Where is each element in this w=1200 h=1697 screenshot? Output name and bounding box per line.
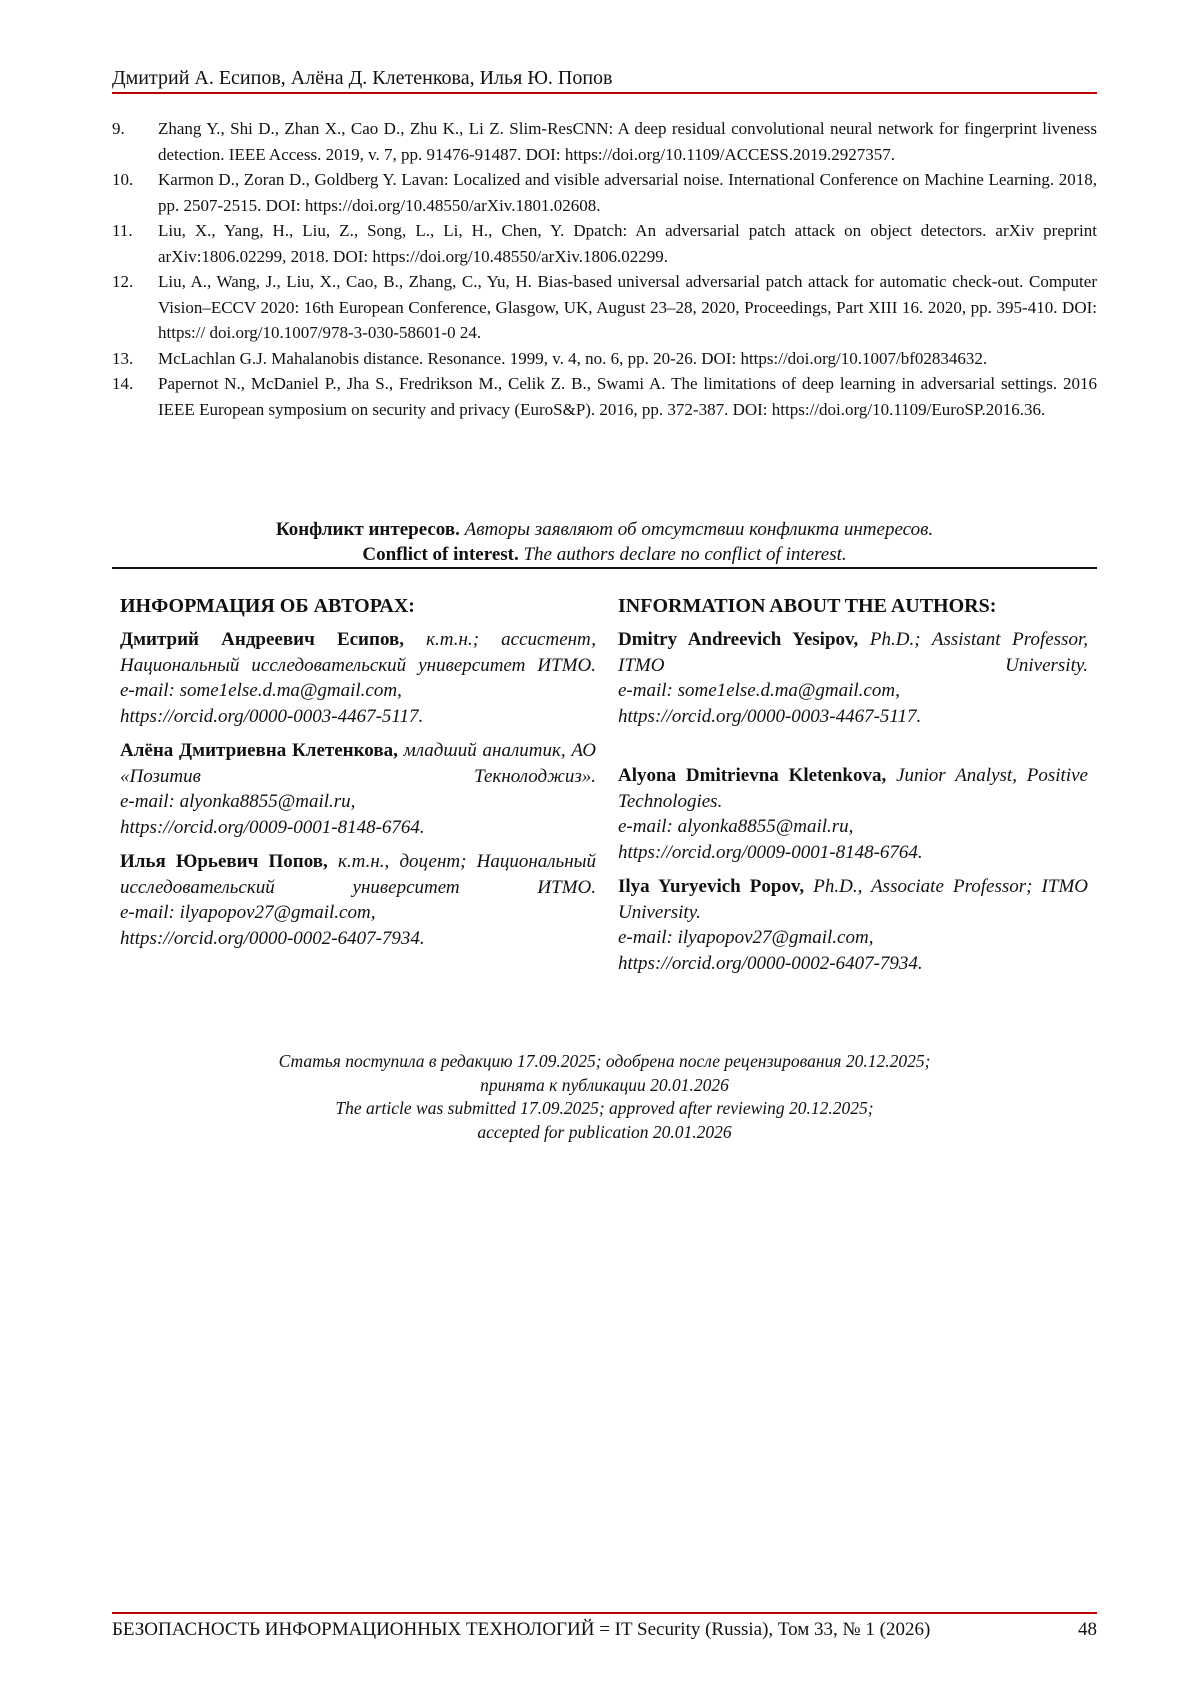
author-name: Dmitry Andreevich Yesipov, bbox=[618, 629, 859, 650]
reference-item bbox=[112, 269, 1097, 346]
dates-ru-line2: принята к публикации 20.01.2026 bbox=[480, 1074, 729, 1095]
reference-item bbox=[112, 371, 1097, 422]
reference-number: 12. bbox=[112, 272, 134, 291]
author-email: e-mail: some1else.d.ma@gmail.com, bbox=[120, 680, 402, 701]
reference-item bbox=[112, 167, 1097, 218]
running-header: Дмитрий А. Есипов, Алёна Д. Клетенкова, Илья Ю. Попов bbox=[112, 67, 613, 89]
author-entry bbox=[120, 849, 596, 951]
author-email: e-mail: ilyapopov27@gmail.com, bbox=[618, 927, 874, 948]
author-name: Алёна Дмитриевна Клетенкова, bbox=[120, 740, 398, 761]
reference-list bbox=[112, 116, 1097, 422]
author-role: Ph.D.; Assistant Professor, ITMO University. bbox=[618, 629, 1088, 676]
conflict-ru bbox=[112, 517, 1097, 542]
reference-number: 14. bbox=[112, 374, 134, 393]
dates-en-line1: The article was submitted 17.09.2025; approved after reviewing 20.12.2025; bbox=[335, 1098, 874, 1118]
authors-info-en bbox=[618, 594, 1088, 985]
conflict-of-interest bbox=[112, 517, 1097, 567]
conflict-en-label: Conflict of interest. bbox=[362, 544, 519, 565]
author-email: e-mail: alyonka8855@mail.ru, bbox=[120, 791, 356, 812]
author-email: e-mail: alyonka8855@mail.ru, bbox=[618, 816, 854, 837]
author-role: Junior Analyst, Positive Technologies. bbox=[618, 765, 1088, 812]
section-divider bbox=[112, 567, 1097, 569]
author-name: Alyona Dmitrievna Kletenkova, bbox=[618, 765, 887, 786]
page-footer bbox=[112, 1618, 1097, 1642]
reference-number: 13. bbox=[112, 348, 134, 368]
reference-text: Liu, A., Wang, J., Liu, X., Cao, B., Zhang, C., Yu, H. Bias-based universal adversarial patch attack for automatic check-out. Computer Vision–ECCV 2020: 16th European Conference, Glasgow, UK, August 23–28, 2020, Proceedings, Part XIII 16. 2020, pp. 395-410. DOI: https:// doi.org/10.1007/978-3-030-58601-0 24. bbox=[158, 272, 1097, 342]
author-email: e-mail: ilyapopov27@gmail.com, bbox=[120, 902, 376, 923]
reference-text: Karmon D., Zoran D., Goldberg Y. Lavan: Localized and visible adversarial noise. International Conference on Machine Learning. 2018, pp. 2507-2515. DOI: https://doi.org/10.48550/arXiv.1801.02608. bbox=[158, 170, 1097, 215]
conflict-en bbox=[112, 542, 1097, 567]
author-orcid: https://orcid.org/0000-0002-6407-7934. bbox=[120, 927, 425, 949]
journal-citation: БЕЗОПАСНОСТЬ ИНФОРМАЦИОННЫХ ТЕХНОЛОГИЙ = IT Security (Russia), Том 33, № 1 (2026) bbox=[112, 1619, 931, 1640]
reference-item bbox=[112, 346, 1097, 372]
authors-info-en-title: INFORMATION ABOUT THE AUTHORS: bbox=[618, 595, 997, 617]
dates-ru-line1: Статья поступила в редакцию 17.09.2025; одобрена после рецензирования 20.12.2025; bbox=[278, 1051, 931, 1071]
reference-text: Zhang Y., Shi D., Zhan X., Cao D., Zhu K., Li Z. Slim-ResCNN: A deep residual convolutional neural network for fingerprint liveness detection. IEEE Access. 2019, v. 7, pp. 91476-91487. DOI: https://doi.org/10.1109/ACCESS.2019.2927357. bbox=[158, 119, 1097, 164]
author-orcid: https://orcid.org/0009-0001-8148-6764. bbox=[618, 841, 923, 863]
author-entry bbox=[120, 738, 596, 840]
author-entry bbox=[618, 874, 1088, 976]
author-entry bbox=[618, 763, 1088, 865]
author-name: Дмитрий Андреевич Есипов, bbox=[120, 629, 404, 650]
reference-item bbox=[112, 218, 1097, 269]
page-number: 48 bbox=[1078, 1619, 1097, 1640]
reference-number: 9. bbox=[112, 119, 125, 138]
authors-info-ru bbox=[120, 594, 596, 960]
reference-text: McLachlan G.J. Mahalanobis distance. Resonance. 1999, v. 4, no. 6, pp. 20-26. DOI: https://doi.org/10.1007/bf02834632. bbox=[158, 348, 988, 368]
conflict-ru-label: Конфликт интересов. bbox=[275, 519, 460, 540]
author-entry bbox=[120, 627, 596, 729]
reference-text: Papernot N., McDaniel P., Jha S., Fredrikson M., Celik Z. B., Swami A. The limitations of deep learning in adversarial settings. 2016 IEEE European symposium on security and privacy (EuroS&P). 2016, pp. 372-387. DOI: https://doi.org/10.1109/EuroSP.2016.36. bbox=[158, 374, 1097, 419]
author-role: к.т.н.; ассистент, Национальный исследовательский университет ИТМО. bbox=[120, 629, 597, 676]
dates-en-line2: accepted for publication 20.01.2026 bbox=[477, 1121, 732, 1142]
header-divider bbox=[112, 92, 1097, 94]
author-name: Ilya Yuryevich Popov, bbox=[618, 876, 805, 897]
reference-text: Liu, X., Yang, H., Liu, Z., Song, L., Li, H., Chen, Y. Dpatch: An adversarial patch attack on object detectors. arXiv preprint arXiv:1806.02299, 2018. DOI: https://doi.org/10.48550/arXiv.1806.02299. bbox=[158, 221, 1097, 266]
author-entry bbox=[618, 627, 1088, 729]
author-orcid: https://orcid.org/0000-0003-4467-5117. bbox=[120, 705, 424, 727]
article-dates bbox=[112, 1050, 1097, 1144]
reference-number: 10. bbox=[112, 170, 134, 189]
author-orcid: https://orcid.org/0000-0002-6407-7934. bbox=[618, 952, 923, 974]
authors-info-ru-title: ИНФОРМАЦИЯ ОБ АВТОРАХ: bbox=[120, 595, 415, 617]
author-orcid: https://orcid.org/0009-0001-8148-6764. bbox=[120, 816, 425, 838]
author-role: к.т.н., доцент; Национальный исследовательский университет ИТМО. bbox=[120, 851, 596, 898]
conflict-en-text: The authors declare no conflict of interest. bbox=[523, 544, 847, 565]
conflict-ru-text: Авторы заявляют об отсутствии конфликта интересов. bbox=[464, 519, 934, 540]
reference-item bbox=[112, 116, 1097, 167]
author-role: Ph.D., Associate Professor; ITMO University. bbox=[618, 876, 1089, 923]
reference-number: 11. bbox=[112, 221, 133, 240]
author-orcid: https://orcid.org/0000-0003-4467-5117. bbox=[618, 705, 922, 727]
author-role: младший аналитик, АО «Позитив Текнолоджиз». bbox=[120, 740, 596, 787]
author-name: Илья Юрьевич Попов, bbox=[120, 851, 328, 872]
footer-divider bbox=[112, 1612, 1097, 1614]
author-email: e-mail: some1else.d.ma@gmail.com, bbox=[618, 680, 900, 701]
